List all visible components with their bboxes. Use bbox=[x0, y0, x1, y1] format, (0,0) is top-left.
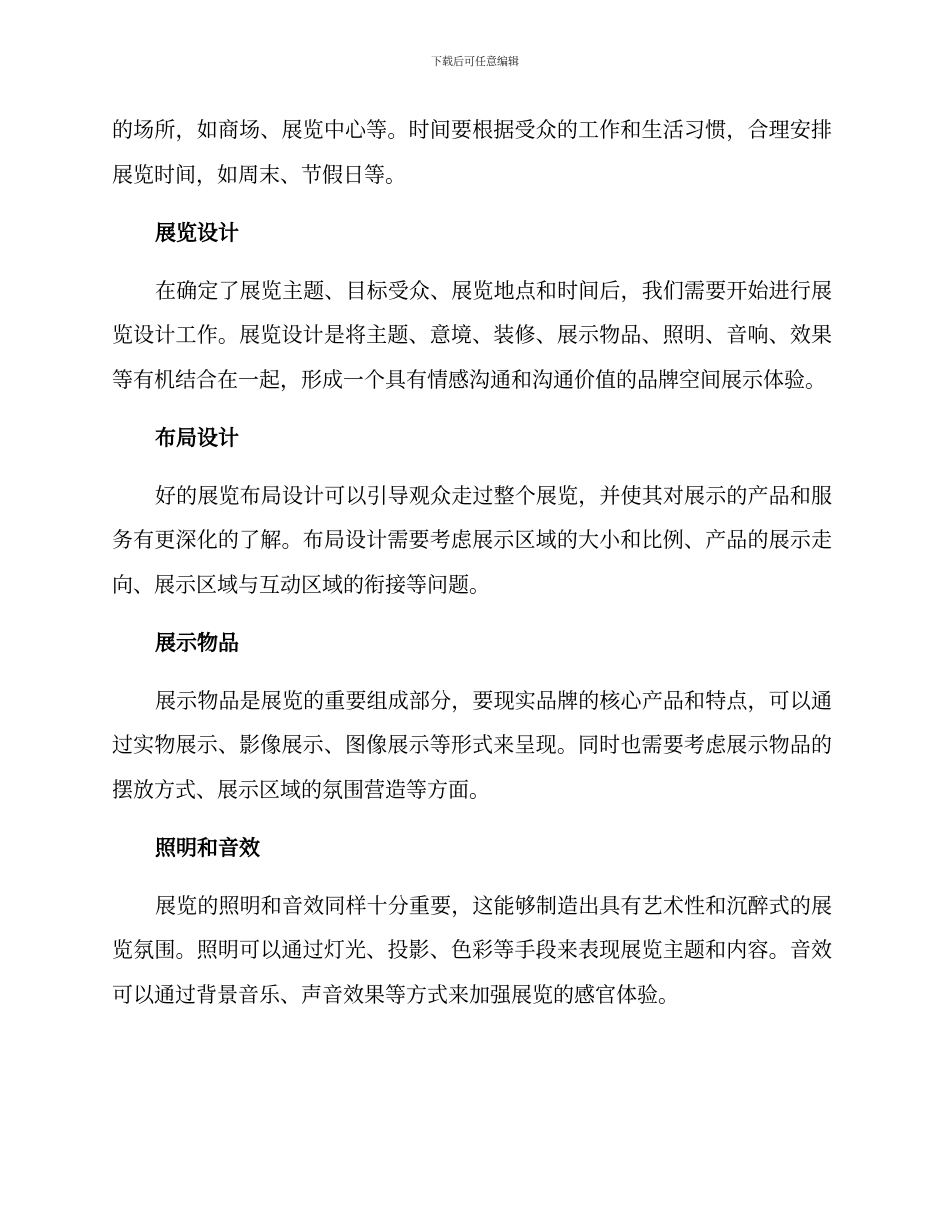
document-body bbox=[112, 108, 832, 1017]
page-header: 下载后可任意编辑 bbox=[431, 55, 519, 68]
paragraph-lighting-sound: 展览的照明和音效同样十分重要，这能够制造出具有艺术性和沉醉式的展览氛围。照明可以通过灯光、投影、色彩等手段来表现展览主题和内容。音效可以通过背景音乐、声音效果等方式来加强展览的感官体验。 bbox=[112, 893, 832, 1007]
heading-lighting-sound: 照明和音效 bbox=[155, 835, 260, 860]
heading-exhibition-design: 展览设计 bbox=[155, 220, 239, 245]
heading-display-items: 展示物品 bbox=[155, 630, 239, 655]
paragraph-layout-design: 好的展览布局设计可以引导观众走过整个展览，并使其对展示的产品和服务有更深化的了解。布局设计需要考虑展示区域的大小和比例、产品的展示走向、展示区域与互动区域的衔接等问题。 bbox=[112, 483, 832, 597]
paragraph-display-items: 展示物品是展览的重要组成部分，要现实品牌的核心产品和特点，可以通过实物展示、影像展示、图像展示等形式来呈现。同时也需要考虑展示物品的摆放方式、展示区域的氛围营造等方面。 bbox=[112, 688, 832, 802]
paragraph-exhibition-design: 在确定了展览主题、目标受众、展览地点和时间后，我们需要开始进行展览设计工作。展览设计是将主题、意境、装修、展示物品、照明、音响、效果等有机结合在一起，形成一个具有情感沟通和沟通价值的品牌空间展示体验。 bbox=[112, 278, 832, 392]
heading-layout-design: 布局设计 bbox=[155, 425, 239, 450]
paragraph-venue-time: 的场所，如商场、展览中心等。时间要根据受众的工作和生活习惯，合理安排展览时间，如周末、节假日等。 bbox=[112, 118, 832, 187]
